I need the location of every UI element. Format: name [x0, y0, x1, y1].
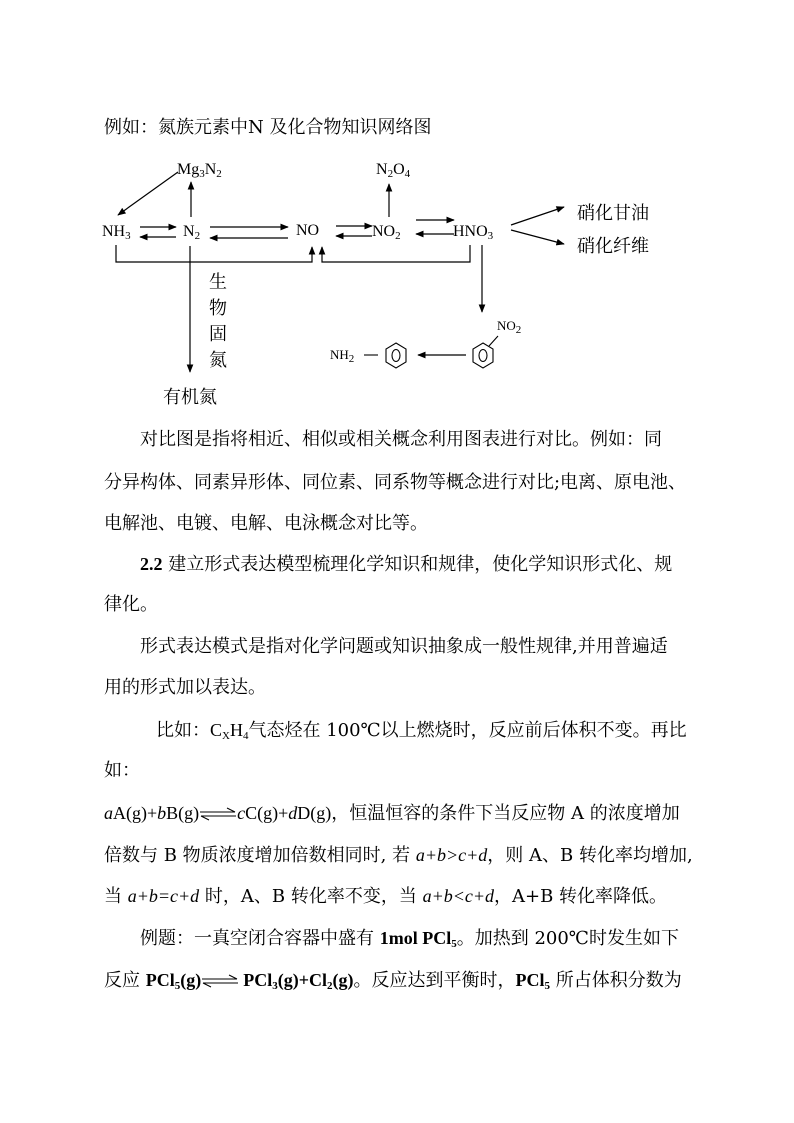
label-nitrocellulose: 硝化纤维 — [577, 236, 649, 257]
label-biological-fixation: 生 物 固 氮 — [209, 272, 227, 371]
equilibrium-line1: aA(g)+bB(g) cC(g)+dD(g)，恒温恒容的条件下当反应物 A 的浓度增加 — [104, 803, 680, 824]
para2-line1: 形式表达模式是指对化学问题或知识抽象成一般性规律,并用普遍适 — [140, 636, 668, 657]
para1-line3: 电解池、电镀、电解、电泳概念对比等。 — [104, 513, 428, 534]
equilibrium-line2: 倍数与 B 物质浓度增加倍数相同时, 若 a+b>c+d，则 A、B 转化率均增加, — [104, 845, 693, 866]
para3-line1: 比如：$C_XH_4$气态烃在 100℃以上燃烧时，反应前后体积不变。再比 — [156, 720, 687, 742]
nitrobenzene-ring — [473, 336, 498, 368]
example-line2: 反应 PCl$_5$(g) $PCl_3(g)+Cl_2(g)$。反应达到平衡时，PCl$_5$ 所占体积分数为 — [104, 970, 682, 992]
diagram-arrows — [0, 0, 794, 420]
label-no: NO — [296, 222, 320, 239]
diagram-heading: 例如：氮族元素中N 及化合物知识网络图 — [104, 117, 432, 138]
para2-line2: 用的形式加以表达。 — [104, 677, 266, 698]
label-hno3: $HNO_3$ — [453, 223, 494, 242]
label-n2o4: $N_2O_4$ — [376, 161, 411, 180]
section-title-line2: 律化。 — [104, 594, 158, 615]
equilibrium-line3: 当 a+b=c+d 时，A、B 转化率不变，当 a+b<c+d，A+B 转化率降低。 — [104, 886, 668, 907]
section-title-line1: 2.2 建立形式表达模型梳理化学知识和规律，使化学知识形式化、规 — [140, 554, 673, 575]
reversible-arrow-icon — [201, 974, 239, 988]
label-amine-group: $NH_2$ — [330, 347, 355, 365]
aniline-benzene-ring — [364, 343, 406, 368]
para1-line1: 对比图是指将相近、相似或相关概念利用图表进行对比。例如：同 — [140, 429, 662, 450]
label-nitroglycerin: 硝化甘油 — [577, 203, 649, 224]
example-line1: 例题：一真空闭合容器中盛有 1mol PCl$_5$。加热到 200℃时发生如下 — [140, 928, 679, 950]
label-nitro-group: $NO_2$ — [497, 318, 522, 336]
equilibrium-arrow-icon — [199, 807, 237, 821]
label-mg3n2: $Mg_3N_2$ — [177, 161, 222, 180]
para1-line2: 分异构体、同素异形体、同位素、同系物等概念进行对比;电离、原电池、 — [104, 472, 687, 493]
label-organic-nitrogen: 有机氮 — [163, 387, 217, 408]
para3-line2: 如： — [104, 760, 140, 781]
label-nh3: $NH_3$ — [102, 223, 131, 242]
label-n2: $N_2$ — [183, 223, 201, 242]
label-no2: $NO_2$ — [372, 223, 401, 242]
